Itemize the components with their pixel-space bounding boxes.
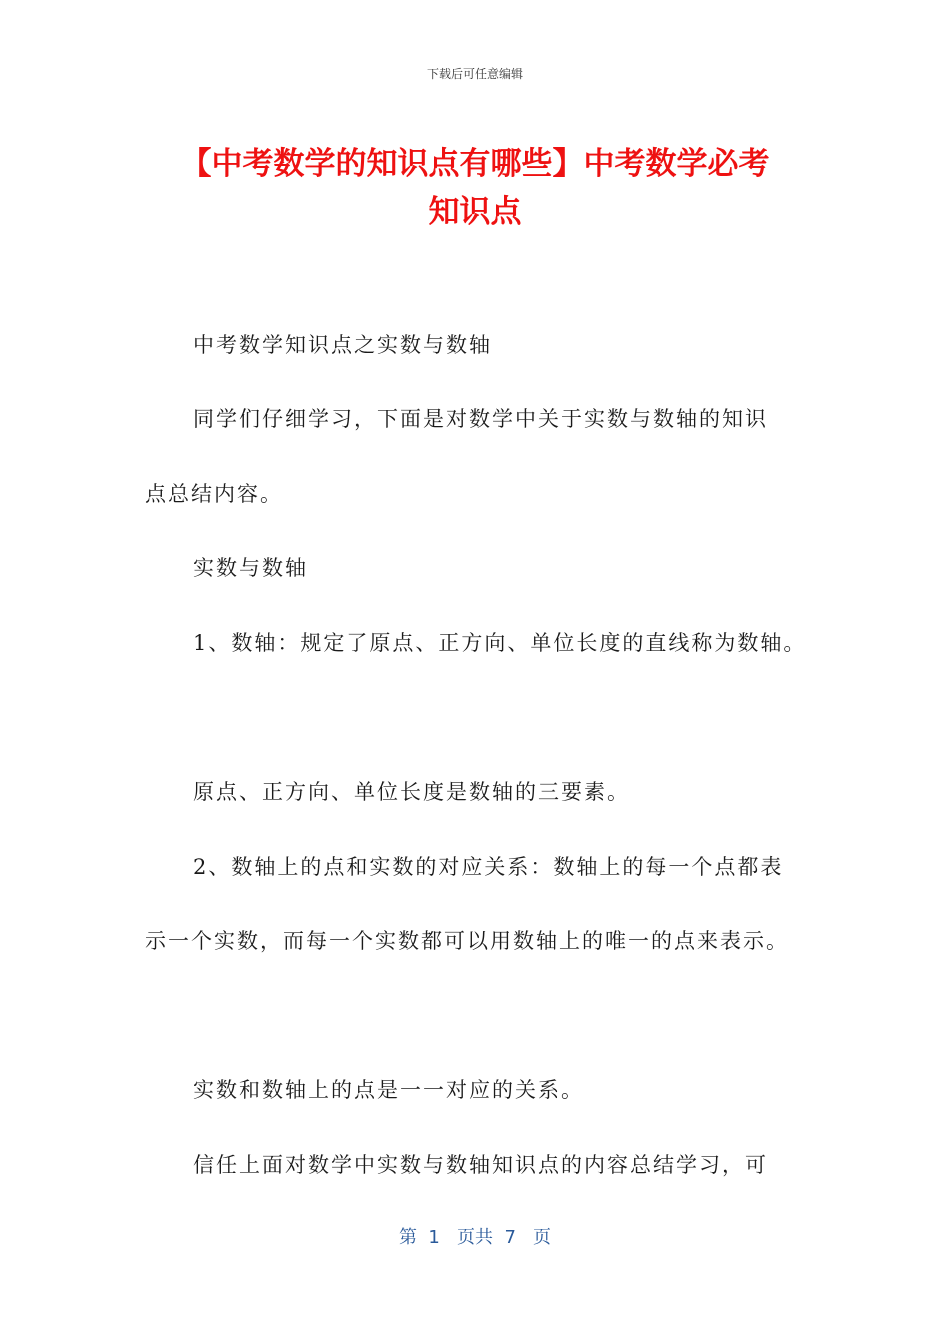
page-number: 第 1 页共 7 页 xyxy=(398,1227,552,1248)
header-note: 下载后可任意编辑 xyxy=(426,67,523,81)
paragraph-line: 原点、正方向、单位长度是数轴的三要素。 xyxy=(193,780,630,804)
section-heading: 中考数学知识点之实数与数轴 xyxy=(193,333,492,357)
paragraph-line: 1、数轴：规定了原点、正方向、单位长度的直线称为数轴。 xyxy=(193,631,807,655)
title-line-2: 知识点 xyxy=(428,194,522,230)
paragraph-line: 2、数轴上的点和实数的对应关系：数轴上的每一个点都表 xyxy=(193,855,784,879)
paragraph-line: 信任上面对数学中实数与数轴知识点的内容总结学习，可 xyxy=(193,1153,768,1177)
paragraph-line: 点总结内容。 xyxy=(145,482,283,506)
paragraph-line: 实数和数轴上的点是一一对应的关系。 xyxy=(193,1078,584,1102)
document-title xyxy=(120,140,830,236)
title-line-1: 【中考数学的知识点有哪些】中考数学必考 xyxy=(180,146,770,182)
paragraph-line: 同学们仔细学习，下面是对数学中关于实数与数轴的知识 xyxy=(193,407,768,431)
paragraph-line: 示一个实数，而每一个实数都可以用数轴上的唯一的点来表示。 xyxy=(145,929,789,953)
subsection-heading: 实数与数轴 xyxy=(193,556,308,580)
